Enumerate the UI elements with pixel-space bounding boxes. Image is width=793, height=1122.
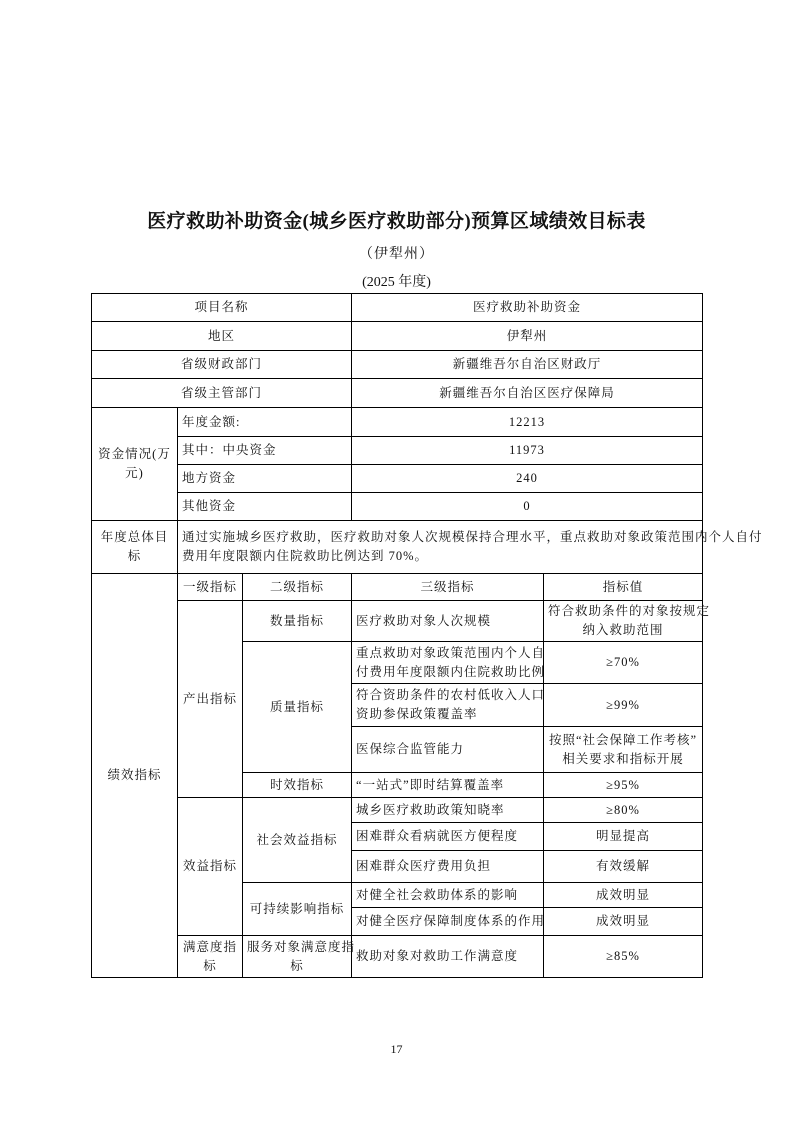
level3-line: 对健全社会救助体系的影响 bbox=[356, 887, 519, 902]
indicator-value bbox=[544, 773, 703, 798]
level3-line: 医疗救助对象人次规模 bbox=[356, 613, 492, 628]
indicator-value-line: 相关要求和指标开展 bbox=[562, 751, 684, 766]
level3-line: 付费用年度限额内住院救助比例 bbox=[356, 664, 546, 679]
indicator-value bbox=[544, 798, 703, 823]
indicator-value-line: 明显提高 bbox=[596, 829, 651, 843]
indicator-value bbox=[544, 851, 703, 883]
level3-cell bbox=[352, 883, 544, 908]
level2-cell bbox=[243, 798, 352, 883]
level1-line: 效益指标 bbox=[182, 859, 237, 873]
region-subtitle: （伊犁州） bbox=[359, 247, 434, 262]
level2-cell bbox=[243, 936, 356, 978]
goal-label bbox=[92, 521, 178, 574]
level1-line: 产出指标 bbox=[182, 691, 237, 706]
level3-cell bbox=[352, 773, 544, 798]
indicator-value bbox=[544, 601, 711, 642]
level3-line: 重点救助对象政策范围内个人自 bbox=[356, 645, 546, 660]
info-row bbox=[92, 379, 703, 408]
funds-item-label: 年度金额: bbox=[178, 408, 352, 437]
info-value: 新疆维吾尔自治区财政厅 bbox=[352, 351, 703, 379]
level1-cell bbox=[178, 601, 243, 798]
indicators-label: 绩效指标 bbox=[92, 574, 178, 978]
indicator-value bbox=[544, 727, 703, 773]
goal-text-line: 通过实施城乡医疗救助，医疗救助对象人次规模保持合理水平，重点救助对象政策范围内个人自付 bbox=[182, 530, 763, 544]
indicator-row bbox=[92, 798, 703, 823]
info-label: 省级主管部门 bbox=[92, 379, 352, 408]
indicator-value-line: 纳入救助范围 bbox=[582, 623, 664, 637]
indicator-value bbox=[544, 684, 703, 727]
level2-line: 服务对象满意度指 bbox=[247, 939, 356, 954]
level1-cell bbox=[178, 798, 243, 936]
indicator-value bbox=[544, 642, 703, 684]
funds-item-value: 240 bbox=[352, 465, 703, 493]
level1-line: 满意度指 bbox=[182, 939, 237, 954]
level2-line: 可持续影响指标 bbox=[249, 901, 345, 916]
performance-target-table bbox=[91, 293, 763, 978]
goal-label-line: 标 bbox=[127, 549, 142, 563]
funds-item-value: 0 bbox=[352, 493, 703, 521]
header-level3: 三级指标 bbox=[352, 574, 544, 601]
level2-line: 标 bbox=[290, 958, 304, 973]
info-label: 项目名称 bbox=[92, 294, 352, 322]
indicator-value-line: ≥70% bbox=[606, 655, 640, 669]
level2-cell bbox=[243, 773, 352, 798]
funds-row bbox=[92, 465, 703, 493]
goal-row bbox=[92, 521, 703, 574]
indicator-value-line: ≥95% bbox=[606, 777, 640, 792]
level2-cell bbox=[243, 601, 352, 642]
info-value: 医疗救助补助资金 bbox=[352, 294, 703, 322]
funds-row bbox=[92, 408, 703, 437]
level3-cell bbox=[352, 642, 544, 684]
funds-label-line: 元) bbox=[125, 466, 144, 480]
info-value: 伊犁州 bbox=[352, 322, 703, 351]
indicator-value-line: ≥99% bbox=[606, 697, 640, 712]
level3-line: 资助参保政策覆盖率 bbox=[356, 707, 478, 721]
indicator-row bbox=[92, 936, 703, 978]
level3-cell bbox=[352, 851, 544, 883]
level3-line: 符合资助条件的农村低收入人口 bbox=[356, 688, 546, 702]
level3-line: 对健全医疗保障制度体系的作用 bbox=[356, 914, 546, 928]
funds-item-label: 地方资金 bbox=[178, 465, 352, 493]
funds-label bbox=[92, 408, 178, 521]
indicator-value-line: ≥80% bbox=[606, 802, 640, 817]
info-label: 省级财政部门 bbox=[92, 351, 352, 379]
level2-cell bbox=[243, 642, 352, 773]
level3-cell bbox=[352, 727, 544, 773]
level3-cell bbox=[352, 601, 544, 642]
level3-line: 困难群众看病就医方便程度 bbox=[356, 829, 519, 843]
info-row bbox=[92, 322, 703, 351]
level3-line: “一站式”即时结算覆盖率 bbox=[356, 777, 505, 792]
level3-cell bbox=[352, 684, 544, 727]
indicator-value-line: 有效缓解 bbox=[596, 859, 651, 873]
level3-cell bbox=[352, 908, 544, 936]
level2-line: 时效指标 bbox=[270, 777, 325, 792]
info-label: 地区 bbox=[92, 322, 352, 351]
level1-line: 标 bbox=[203, 958, 217, 973]
info-row bbox=[92, 294, 703, 322]
indicator-value-line: 成效明显 bbox=[596, 887, 651, 902]
info-value: 新疆维吾尔自治区医疗保障局 bbox=[352, 379, 703, 408]
funds-label-line: 资金情况(万 bbox=[98, 447, 171, 461]
goal-text bbox=[178, 521, 763, 574]
level2-line: 质量指标 bbox=[270, 699, 325, 714]
header-level2: 二级指标 bbox=[243, 574, 352, 601]
level2-line: 数量指标 bbox=[270, 613, 325, 628]
indicator-value-line: 按照“社会保障工作考核” bbox=[548, 732, 698, 747]
level1-cell bbox=[178, 936, 243, 978]
level3-line: 救助对象对救助工作满意度 bbox=[356, 949, 519, 963]
level3-cell bbox=[352, 936, 544, 978]
year-subtitle: (2025 年度) bbox=[362, 275, 431, 290]
header-level1: 一级指标 bbox=[178, 574, 243, 601]
indicator-value bbox=[544, 883, 703, 908]
goal-text-line: 费用年度限额内住院救助比例达到 70%。 bbox=[182, 549, 429, 563]
indicator-row bbox=[92, 601, 703, 642]
level2-line: 社会效益指标 bbox=[256, 832, 338, 847]
indicator-value bbox=[544, 908, 703, 936]
funds-row bbox=[92, 493, 703, 521]
page-number: 17 bbox=[390, 1042, 403, 1056]
funds-item-label: 其他资金 bbox=[178, 493, 352, 521]
indicator-value-line: ≥85% bbox=[606, 949, 640, 963]
funds-item-label: 其中：中央资金 bbox=[178, 437, 352, 465]
info-row bbox=[92, 351, 703, 379]
funds-item-value: 11973 bbox=[352, 437, 703, 465]
level3-line: 医保综合监管能力 bbox=[356, 742, 465, 756]
level3-cell bbox=[352, 798, 544, 823]
indicator-value bbox=[544, 936, 703, 978]
header-value: 指标值 bbox=[544, 574, 703, 601]
document-title: 医疗救助补助资金(城乡医疗救助部分)预算区域绩效目标表 bbox=[147, 211, 646, 232]
level2-cell bbox=[243, 883, 352, 936]
indicator-header-row bbox=[92, 574, 703, 601]
level3-line: 困难群众医疗费用负担 bbox=[356, 859, 492, 873]
funds-item-value: 12213 bbox=[352, 408, 703, 437]
funds-row bbox=[92, 437, 703, 465]
level3-line: 城乡医疗救助政策知晓率 bbox=[356, 802, 505, 817]
indicator-value-line: 成效明显 bbox=[596, 914, 651, 928]
level3-cell bbox=[352, 823, 544, 851]
goal-label-line: 年度总体目 bbox=[100, 530, 169, 544]
indicator-value bbox=[544, 823, 703, 851]
indicator-value-line: 符合救助条件的对象按规定 bbox=[548, 604, 711, 618]
